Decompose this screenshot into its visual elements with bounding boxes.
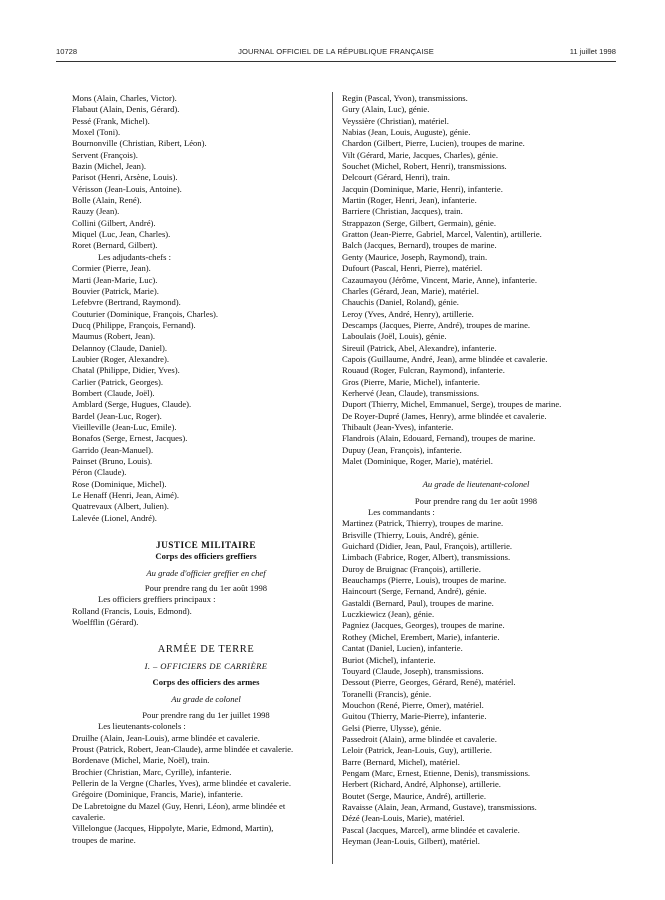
lieutenant-colonel-rank-date: Pour prendre rang du 1er août 1998 [414,495,538,506]
left-column [72,93,340,846]
name-list [72,263,340,524]
list-item: Strappazon (Serge, Gilbert, Germain), génie. [342,217,496,228]
list-item: Gastaldi (Bernard, Paul), troupes de marine. [342,597,494,608]
list-item-continued: troupes de marine. [72,834,136,845]
list-item: Druilhe (Alain, Jean-Louis), arme blindée et cavalerie. [72,732,260,743]
armee-de-terre-heading: ARMÉE DE TERRE [157,644,255,656]
greffier-grade: Au grade d'officier greffier en chef [146,567,266,578]
list-item: Miquel (Luc, Jean, Charles). [72,229,171,240]
list-item: Charles (Gérard, Jean, Marie), matériel. [342,285,479,296]
colonel-rank-date: Pour prendre rang du 1er juillet 1998 [142,709,270,720]
list-item: Sireuil (Patrick, Abel, Alexandre), infanterie. [342,342,497,353]
list-item: Bolle (Alain, René). [72,195,142,206]
name-list [342,93,610,467]
list-item: Proust (Patrick, Robert, Jean-Claude), arme blindée et cavalerie. [72,743,294,754]
list-item: Rouaud (Roger, Fulcran, Raymond), infanterie. [342,365,505,376]
name-list [342,518,610,847]
list-item: Carlier (Patrick, Georges). [72,376,163,387]
list-item: Limbach (Fabrice, Roger, Albert), transmissions. [342,552,511,563]
list-item: Buriot (Michel), infanterie. [342,654,436,665]
list-item: Ducq (Philippe, François, Fernand). [72,319,196,330]
name-list [72,606,340,629]
armes-corps-heading: Corps des officiers des armes [152,677,260,688]
list-item: Garrido (Jean-Manuel). [72,444,154,455]
list-item: Grégoire (Dominique, Francis, Marie), infanterie. [72,789,243,800]
justice-militaire-heading: JUSTICE MILITAIRE [156,540,256,551]
list-item: Vilt (Gérard, Marie, Jacques, Charles), génie. [342,149,499,160]
list-item: Gros (Pierre, Marie, Michel), infanterie. [342,376,480,387]
list-item: Pessé (Frank, Michel). [72,115,150,126]
list-item: Descamps (Jacques, Pierre, André), troupes de marine. [342,319,531,330]
list-item: Kerhervé (Jean, Claude), transmissions. [342,387,479,398]
name-list [72,93,340,252]
list-item: Le Henaff (Henri, Jean, Aimé). [72,490,179,501]
list-item: Amblard (Serge, Hugues, Claude). [72,399,192,410]
list-item: Delcourt (Gérard, Henri), train. [342,172,450,183]
list-item: Mouchon (René, Pierre, Omer), matériel. [342,699,484,710]
adjudants-heading: Les adjudants-chefs : [98,251,172,262]
spacer [72,628,340,644]
list-item: Parisot (Henri, Arsène, Louis). [72,172,178,183]
list-item: Mons (Alain, Charles, Victor). [72,93,177,103]
list-item: Bombert (Claude, Joël). [72,387,155,398]
list-item: Flandrois (Alain, Edouard, Fernand), troupes de marine. [342,433,536,444]
list-item: Beauchamps (Pierre, Louis), troupes de marine. [342,575,507,586]
list-item: Marti (Jean-Marie, Luc). [72,274,158,285]
list-item: Dufourt (Pascal, Henri, Pierre), matériel. [342,263,483,274]
list-item: Malet (Dominique, Roger, Marie), matériel. [342,456,493,466]
list-item: Jacquin (Dominique, Marie, Henri), infanterie. [342,183,503,194]
list-item: Leroy (Yves, André, Henry), artillerie. [342,308,474,319]
list-item: Duroy de Bruignac (François), artillerie. [342,563,481,574]
list-item: Villelongue (Jacques, Hippolyte, Marie, Edmond, Martin), [72,823,274,834]
list-item: Bonafos (Serge, Ernest, Jacques). [72,433,188,444]
list-item: Roret (Bernard, Gilbert). [72,240,158,251]
list-item: Woelfflin (Gérard). [72,617,139,628]
list-item: Barriere (Christian, Jacques), train. [342,206,463,217]
list-item: Péron (Claude). [72,467,127,478]
greffiers-corps-heading: Corps des officiers greffiers [155,551,257,562]
list-item: Cazaumayou (Jérôme, Vincent, Marie, Anne), infanterie. [342,274,537,285]
list-item: Chauchis (Daniel, Roland), génie. [342,297,459,308]
list-item: Capois (Guillaume, André, Jean), arme blindée et cavalerie. [342,353,548,364]
list-item: Chardon (Gilbert, Pierre, Lucien), troupes de marine. [342,138,525,149]
list-item: Rose (Dominique, Michel). [72,478,167,489]
list-item: Haincourt (Serge, Fernand, André), génie. [342,586,487,597]
list-item: De Royer-Dupré (James, Henry), arme blindée et cavalerie. [342,410,547,421]
list-item: Rothey (Michel, Erembert, Marie), infanterie. [342,631,500,642]
list-item: Nabias (Jean, Louis, Auguste), génie. [342,127,471,138]
list-item: Pellerin de la Vergne (Charles, Yves), arme blindée et cavalerie. [72,777,291,788]
list-item: Pascal (Jacques, Marcel), arme blindée et cavalerie. [342,824,520,835]
commandants-heading: Les commandants : [368,507,435,518]
list-item: Delannoy (Claude, Daniel). [72,342,167,353]
list-item: Vérisson (Jean-Louis, Antoine). [72,183,182,194]
name-list [72,733,340,801]
list-item: Bardel (Jean-Luc, Roger). [72,410,162,421]
list-item: Barre (Bernard, Michel), matériel. [342,756,460,767]
header-rule [56,61,616,62]
list-item: Pagniez (Jacques, Georges), troupes de marine. [342,620,505,631]
list-item: Boutet (Serge, Maurice, André), artillerie. [342,790,486,801]
page-number: 10728 [56,47,78,56]
list-item: Leloir (Patrick, Jean-Louis, Guy), artillerie. [342,745,492,756]
list-item: Vieilleville (Jean-Luc, Emile). [72,421,177,432]
list-item: Quatrevaux (Albert, Julien). [72,501,169,512]
list-item: Servent (François). [72,149,138,160]
list-item: Bouvier (Patrick, Marie). [72,285,159,296]
list-item: Heyman (Jean-Louis, Gilbert), matériel. [342,836,480,846]
right-column [342,93,610,847]
list-item: Veyssière (Christian), matériel. [342,115,449,126]
list-item: Rolland (Francis, Louis, Edmond). [72,605,192,616]
list-item: Ravaisse (Alain, Jean, Armand, Gustave), transmissions. [342,801,537,812]
spacer [72,524,340,540]
list-item: Bordenave (Michel, Marie, Noël), train. [72,755,210,766]
list-item: Martinez (Patrick, Thierry), troupes de marine. [342,518,504,529]
colonel-grade: Au grade de colonel [171,693,241,704]
list-item: Guichard (Didier, Jean, Paul, François), artillerie. [342,541,513,552]
list-item: Dézé (Jean-Louis, Marie), matériel. [342,813,465,824]
list-item: Gratton (Jean-Pierre, Gabriel, Marcel, Valentin), artillerie. [342,229,542,240]
list-item: De Labretoigne du Mazel (Guy, Henri, Léon), arme blindée et [72,800,286,811]
list-item: Cormier (Pierre, Jean). [72,263,151,274]
list-item: Gury (Alain, Luc), génie. [342,104,430,115]
list-item: Laubier (Roger, Alexandre). [72,353,170,364]
list-item: Duport (Thierry, Michel, Emmanuel, Serge), troupes de marine. [342,399,562,410]
list-item: Lalevée (Lionel, André). [72,512,157,523]
list-item: Cantat (Daniel, Lucien), infanterie. [342,643,463,654]
issue-date: 11 juillet 1998 [569,47,616,56]
list-item: Bazin (Michel, Jean). [72,161,146,172]
list-item: Flabaut (Alain, Denis, Gérard). [72,104,180,115]
list-item: Brochier (Christian, Marc, Cyrille), infanterie. [72,766,232,777]
list-item: Luczkiewicz (Jean), génie. [342,609,435,620]
list-item: Souchet (Michel, Robert, Henri), transmissions. [342,161,507,172]
list-item: Laboulais (Joël, Louis), génie. [342,331,447,342]
list-item: Thibault (Jean-Yves), infanterie. [342,421,454,432]
spacer [342,467,610,479]
list-item: Toranelli (Francis), génie. [342,688,432,699]
lieutenants-colonels-heading: Les lieutenants-colonels : [98,721,186,732]
journal-title: JOURNAL OFFICIEL DE LA RÉPUBLIQUE FRANÇAISE [238,47,434,56]
list-item: Maumus (Robert, Jean). [72,331,156,342]
list-item: Dupuy (Jean, François), infanterie. [342,444,462,455]
greffier-rank-date: Pour prendre rang du 1er août 1998 [144,583,268,594]
lieutenant-colonel-grade: Au grade de lieutenant-colonel [422,479,530,490]
page-header [56,47,616,61]
list-item: Chatal (Philippe, Didier, Yves). [72,365,180,376]
officiers-carriere-heading: I. – OFFICIERS DE CARRIÈRE [144,660,268,671]
list-item: Collini (Gilbert, André). [72,217,156,228]
list-item: Brisville (Thierry, Louis, André), génie. [342,529,479,540]
list-item: Gelsi (Pierre, Ulysse), génie. [342,722,442,733]
list-item: Rauzy (Jean). [72,206,120,217]
list-item: Balch (Jacques, Bernard), troupes de marine. [342,240,497,251]
list-item: Regin (Pascal, Yvon), transmissions. [342,93,468,103]
list-item-continued: cavalerie. [72,811,106,822]
list-item: Moxel (Toni). [72,127,121,138]
list-item: Herbert (Richard, André, Alphonse), artillerie. [342,779,501,790]
list-item: Pengam (Marc, Ernest, Etienne, Denis), transmissions. [342,767,531,778]
list-item: Dessout (Pierre, Georges, Gérard, René), matériel. [342,677,516,688]
list-item: Genty (Maurice, Joseph, Raymond), train. [342,251,488,262]
list-item: Passedroit (Alain), arme blindée et cavalerie. [342,733,497,744]
list-item: Painset (Bruno, Louis). [72,456,153,466]
list-item: Lefebvre (Bertrand, Raymond). [72,297,181,308]
greffiers-principaux-heading: Les officiers greffiers principaux : [98,594,216,605]
list-item: Martin (Roger, Henri, Jean), infanterie. [342,195,477,206]
list-item: Guitou (Thierry, Marie-Pierre), infanterie. [342,711,487,722]
list-item: Bournonville (Christian, Ribert, Léon). [72,138,207,149]
list-item: Touyard (Claude, Joseph), transmissions. [342,665,484,676]
list-item: Couturier (Dominique, François, Charles). [72,308,219,319]
